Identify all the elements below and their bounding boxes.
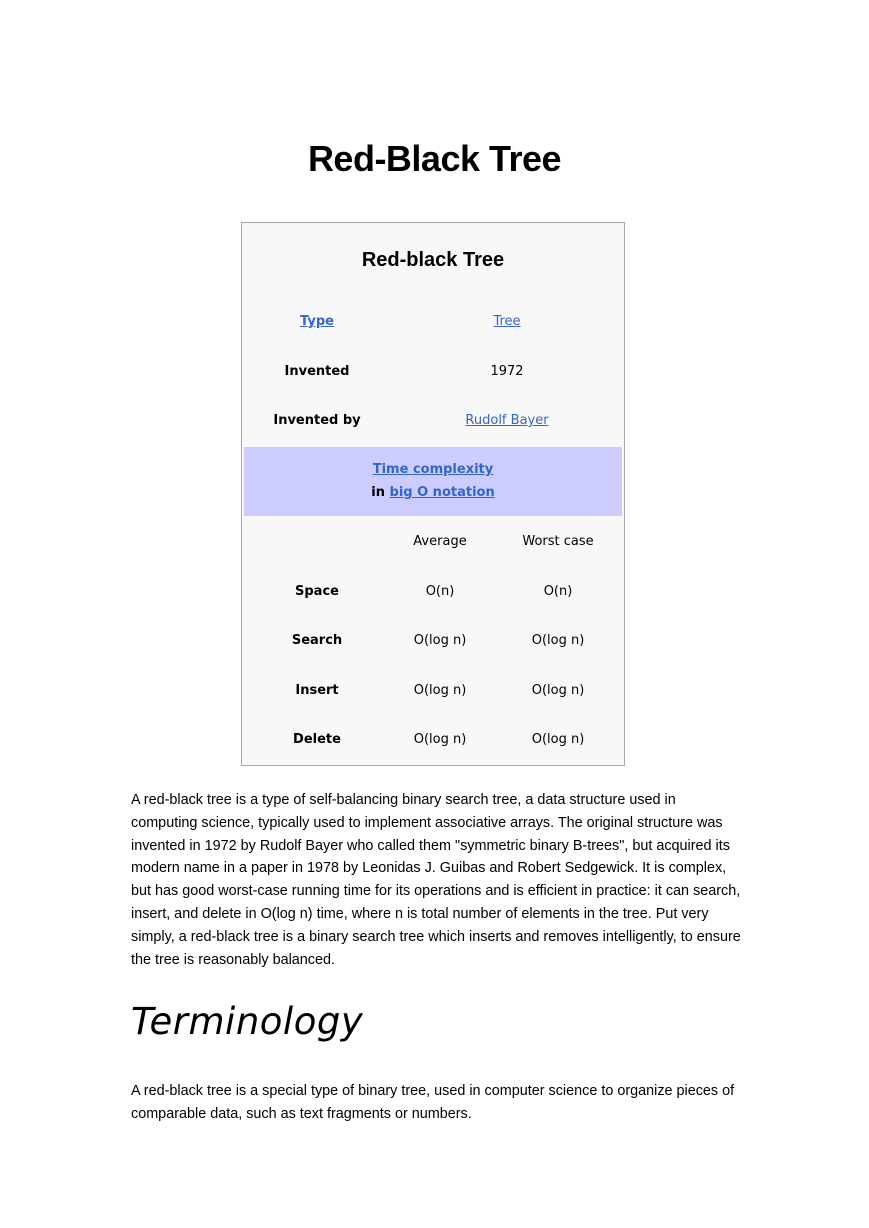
infobox [241, 222, 625, 766]
complexity-worst-cell: O(n) [543, 584, 573, 599]
column-header-average: Average [413, 534, 467, 549]
infobox-value-invented: 1972 [490, 364, 524, 379]
complexity-row-label: Delete [293, 732, 341, 747]
section-heading-terminology: Terminology [131, 1000, 364, 1043]
terminology-paragraph: A red-black tree is a special type of binary tree, used in computer science to organize pieces of comparable data, such as text fragments or numbers. [131, 1083, 735, 1122]
infobox-value-inventor-link[interactable]: Rudolf Bayer [465, 413, 549, 428]
complexity-average-cell: O(log n) [413, 633, 467, 648]
notation-prefix: in [371, 485, 385, 500]
page-title: Red-Black Tree [307, 138, 562, 179]
time-complexity-header [244, 447, 622, 516]
infobox-label-type-link[interactable]: Type [300, 314, 334, 329]
big-o-notation-link[interactable]: big O notation [389, 485, 495, 500]
column-header-worst-case: Worst case [522, 534, 594, 549]
time-complexity-link[interactable]: Time complexity [372, 462, 494, 477]
complexity-row-label: Space [295, 584, 339, 599]
complexity-average-cell: O(n) [425, 584, 455, 599]
infobox-label-invented-by: Invented by [273, 413, 361, 428]
intro-paragraph: A red-black tree is a type of self-balancing binary search tree, a data structure used in computing science, typically used to implement associative arrays. The original structure was invented in 1972 by Rudolf Bayer who called them "symmetric binary B-trees", but acquired its modern name in a paper in 1978 by Leonidas J. Guibas and Robert Sedgewick. It is complex, but has good worst-case running time for its operations and is efficient in practice: it can search, insert, and delete in O(log n) time, where n is total number of elements in the tree. Put very simply, a red-black tree is a binary search tree which inserts and removes intelligently, to ensure the tree is reasonably balanced. [131, 792, 741, 968]
complexity-worst-cell: O(log n) [531, 732, 585, 747]
complexity-row-label: Insert [295, 683, 339, 698]
infobox-value-type-link[interactable]: Tree [493, 314, 521, 329]
complexity-worst-cell: O(log n) [531, 633, 585, 648]
infobox-label-invented: Invented [284, 364, 350, 379]
complexity-average-cell: O(log n) [413, 732, 467, 747]
complexity-row-label: Search [291, 633, 343, 648]
infobox-caption: Red-black Tree [361, 249, 505, 271]
complexity-worst-cell: O(log n) [531, 683, 585, 698]
complexity-average-cell: O(log n) [413, 683, 467, 698]
